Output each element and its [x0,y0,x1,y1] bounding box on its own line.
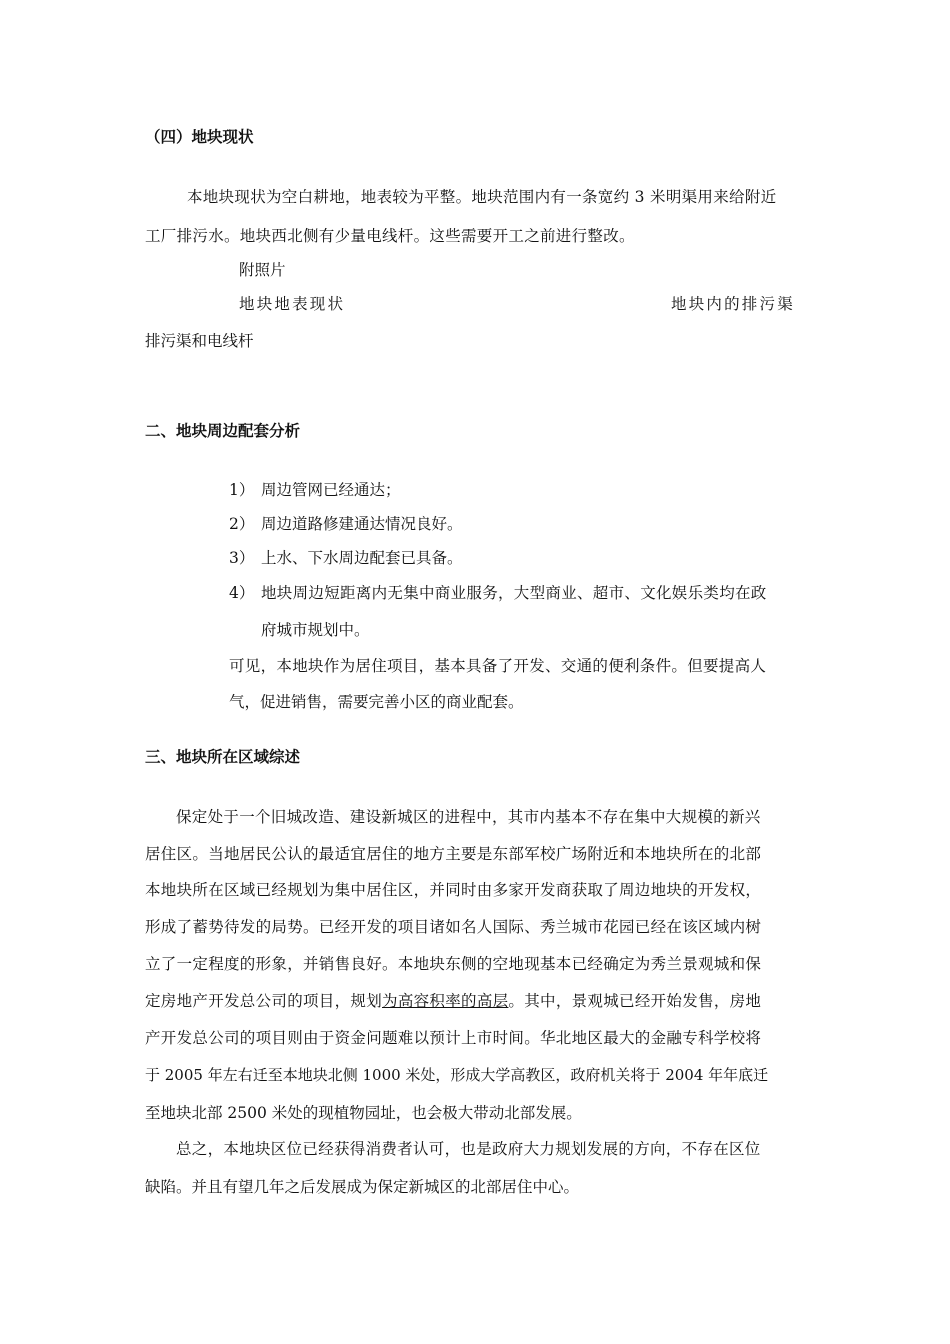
paragraph-line: 产开发总公司的项目则由于资金问题难以预计上市时间。华北地区最大的金融专科学校将 [145,1029,762,1047]
section-heading-current-status: （四）地块现状 [145,128,254,146]
list-item-number: 2） [229,515,255,533]
photo-caption-right: 地块内的排污渠 [671,295,795,313]
list-item: 周边管网已经通达； [261,481,401,499]
summary-line: 总之，本地块区位已经获得消费者认可，也是政府大力规划发展的方向，不存在区位 [176,1140,761,1158]
list-item: 地块周边短距离内无集中商业服务，大型商业、超市、文化娱乐类均在政 [261,584,767,602]
paragraph-line [145,994,761,1010]
list-item-number: 1） [229,481,255,499]
paragraph-line: 工厂排污水。地块西北侧有少量电线杆。这些需要开工之前进行整改。 [145,227,635,245]
paragraph-line: 于 2005 年左右迁至本地块北侧 1000 米处，形成大学高教区，政府机关将于 2004 年年底迁 [145,1066,769,1084]
photo-caption-bottom: 排污渠和电线杆 [145,332,254,350]
paragraph-line: 本地块现状为空白耕地，地表较为平整。地块范围内有一条宽约 3 米明渠用来给附近 [187,188,777,206]
list-item-continuation: 府城市规划中。 [261,621,370,639]
list-item: 上水、下水周边配套已具备。 [261,549,463,567]
list-item-number: 3） [229,549,255,567]
conclusion-line: 可见，本地块作为居住项目，基本具备了开发、交通的便利条件。但要提高人 [229,657,767,675]
paragraph-line: 保定处于一个旧城改造、建设新城区的进程中，其市内基本不存在集中大规模的新兴 [176,808,761,826]
summary-line: 缺陷。并且有望几年之后发展成为保定新城区的北部居住中心。 [145,1178,580,1196]
paragraph-line: 居住区。当地居民公认的最适宜居住的地方主要是东部军校广场附近和本地块所在的北部 [145,845,762,863]
paragraph-line: 本地块所在区域已经规划为集中居住区，并同时由多家开发商获取了周边地块的开发权， [145,881,762,899]
photo-attachment-label: 附照片 [239,261,286,279]
paragraph-line: 形成了蓄势待发的局势。已经开发的项目诸如名人国际、秀兰城市花园已经在该区域内树 [145,918,762,936]
underlined-text: 为高容积率的高层 [382,992,509,1010]
text-segment: 定房地产开发总公司的项目，规划 [145,992,383,1010]
section-heading-regional-overview: 三、地块所在区域综述 [145,748,301,766]
photo-caption-left: 地块地表现状 [239,295,346,313]
conclusion-line: 气，促进销售，需要完善小区的商业配套。 [229,693,524,711]
paragraph-line: 至地块北部 2500 米处的现植物园址，也会极大带动北部发展。 [145,1104,582,1122]
list-item: 周边道路修建通达情况良好。 [261,515,463,533]
text-segment: 。其中，景观城已经开始发售，房地 [508,992,762,1010]
list-item-number: 4） [229,584,255,602]
paragraph-line: 立了一定程度的形象，并销售良好。本地块东侧的空地现基本已经确定为秀兰景观城和保 [145,955,762,973]
section-heading-surrounding-facilities: 二、地块周边配套分析 [145,422,301,440]
